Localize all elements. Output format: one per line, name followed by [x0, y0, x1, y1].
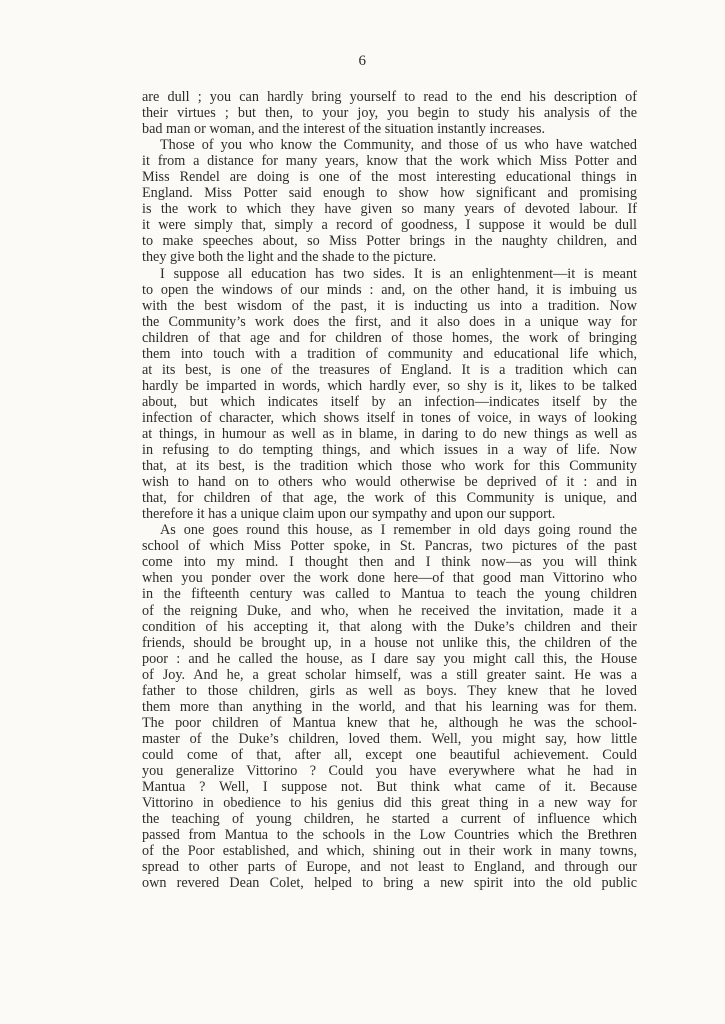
text-line: of the Poor established, and which, shining out in their work in many towns,	[142, 843, 637, 860]
text-line: As one goes round this house, as I remember in old days going round the	[160, 522, 637, 539]
text-line: that, at its best, is the tradition which those who work for this Community	[142, 458, 637, 475]
text-line: at things, in humour as well as in blame, in daring to do new things as well as	[142, 425, 637, 442]
text-line: in refusing to do tempting things, and which issues in a way of life. Now	[142, 442, 637, 459]
text-line: could come of that, after all, except one beautiful achievement. Could	[142, 746, 637, 763]
text-line: to make speeches about, so Miss Potter brings in the naughty children, and	[142, 233, 637, 250]
text-line: father to those children, girls as well as boys. They knew that he loved	[142, 682, 637, 699]
text-line: are dull ; you can hardly bring yourself to read to the end his description of	[142, 89, 637, 105]
text-line: at its best, is one of the treasures of England. It is a tradition which can	[142, 361, 637, 378]
text-line: own revered Dean Colet, helped to bring a new spirit into the old public	[142, 875, 637, 892]
text-line: friends, should be brought up, in a house not unlike this, the children of the	[142, 634, 637, 651]
text-line: wish to hand on to others who would otherwise be deprived of it : and in	[142, 474, 637, 491]
text-line: condition of his accepting it, that along with the Duke’s children and their	[142, 618, 637, 635]
text-line: England. Miss Potter said enough to show how significant and promising	[142, 185, 637, 202]
text-line: them more than anything in the world, and that his learning was for them.	[142, 698, 637, 715]
text-line: in the fifteenth century was called to Mantua to teach the young children	[142, 586, 637, 603]
text-line: master of the Duke’s children, loved them. Well, you might say, how little	[142, 730, 637, 747]
text-line: passed from Mantua to the schools in the Low Countries which the Brethren	[142, 827, 637, 844]
text-line: poor : and he called the house, as I dare say you might call this, the House	[142, 650, 637, 667]
text-line: it were simply that, simply a record of goodness, I suppose it would be dull	[142, 217, 637, 234]
paragraph	[142, 522, 637, 891]
text-line: is the work to which they have given so many years of devoted labour. If	[142, 201, 637, 218]
text-line: Vittorino in obedience to his genius did this great thing in a new way for	[142, 795, 637, 812]
text-line: bad man or woman, and the interest of the situation instantly increases.	[142, 121, 546, 138]
text-line: Miss Rendel are doing is one of the most interesting educational things in	[142, 169, 637, 186]
text-line: therefore it has a unique claim upon our sympathy and upon our support.	[142, 506, 556, 523]
text-line: Those of you who know the Community, and those of us who have watched	[160, 137, 637, 154]
text-line: children of that age and for children of those homes, the work of bringing	[142, 329, 637, 346]
text-line: it from a distance for many years, know that the work which Miss Potter and	[142, 153, 637, 170]
text-line: the Community’s work does the first, and it also does in a unique way for	[142, 313, 637, 330]
text-line: of the reigning Duke, and who, when he received the invitation, made it a	[142, 602, 637, 619]
text-line: you generalize Vittorino ? Could you have everywhere what he had in	[142, 762, 637, 779]
text-line: hardly be imparted in words, which hardly ever, so shy is it, likes to be talked	[142, 377, 637, 394]
text-line: of Joy. And he, a great scholar himself, was a still greater saint. He was a	[142, 666, 637, 683]
text-line: infection of character, which shows itself in tones of voice, in ways of looking	[142, 409, 637, 426]
text-line: that, for children of that age, the work of this Community is unique, and	[142, 490, 637, 507]
text-line: come into my mind. I thought then and I think now—as you will think	[142, 554, 637, 571]
text-line: I suppose all education has two sides. It is an enlightenment—it is meant	[160, 265, 637, 282]
text-line: school of which Miss Potter spoke, in St. Pancras, two pictures of the past	[142, 538, 637, 555]
text-line: Mantua ? Well, I suppose not. But think what came of it. Because	[142, 779, 637, 796]
text-line: with the best wisdom of the past, it is inducting us into a tradition. Now	[142, 297, 637, 314]
paragraph	[142, 266, 637, 523]
paragraph	[142, 89, 637, 137]
text-line: to open the windows of our minds : and, on the other hand, it is imbuing us	[142, 281, 637, 298]
text-line: they give both the light and the shade to the picture.	[142, 249, 437, 266]
text-line: about, but which indicates itself by an infection—indicates itself by the	[142, 393, 637, 410]
page-number: 6	[358, 53, 367, 69]
text-line: them into touch with a tradition of community and educational life which,	[142, 345, 637, 362]
paragraph	[142, 137, 637, 265]
text-line: their virtues ; but then, to your joy, you begin to study his analysis of the	[142, 105, 637, 122]
text-line: The poor children of Mantua knew that he, although he was the school-	[142, 714, 637, 731]
text-line: when you ponder over the work done here—of that good man Vittorino who	[142, 570, 637, 587]
text-line: spread to other parts of Europe, and not least to England, and through our	[142, 859, 637, 876]
text-line: the teaching of young children, he started a current of influence which	[142, 811, 637, 828]
body-text	[142, 89, 637, 891]
